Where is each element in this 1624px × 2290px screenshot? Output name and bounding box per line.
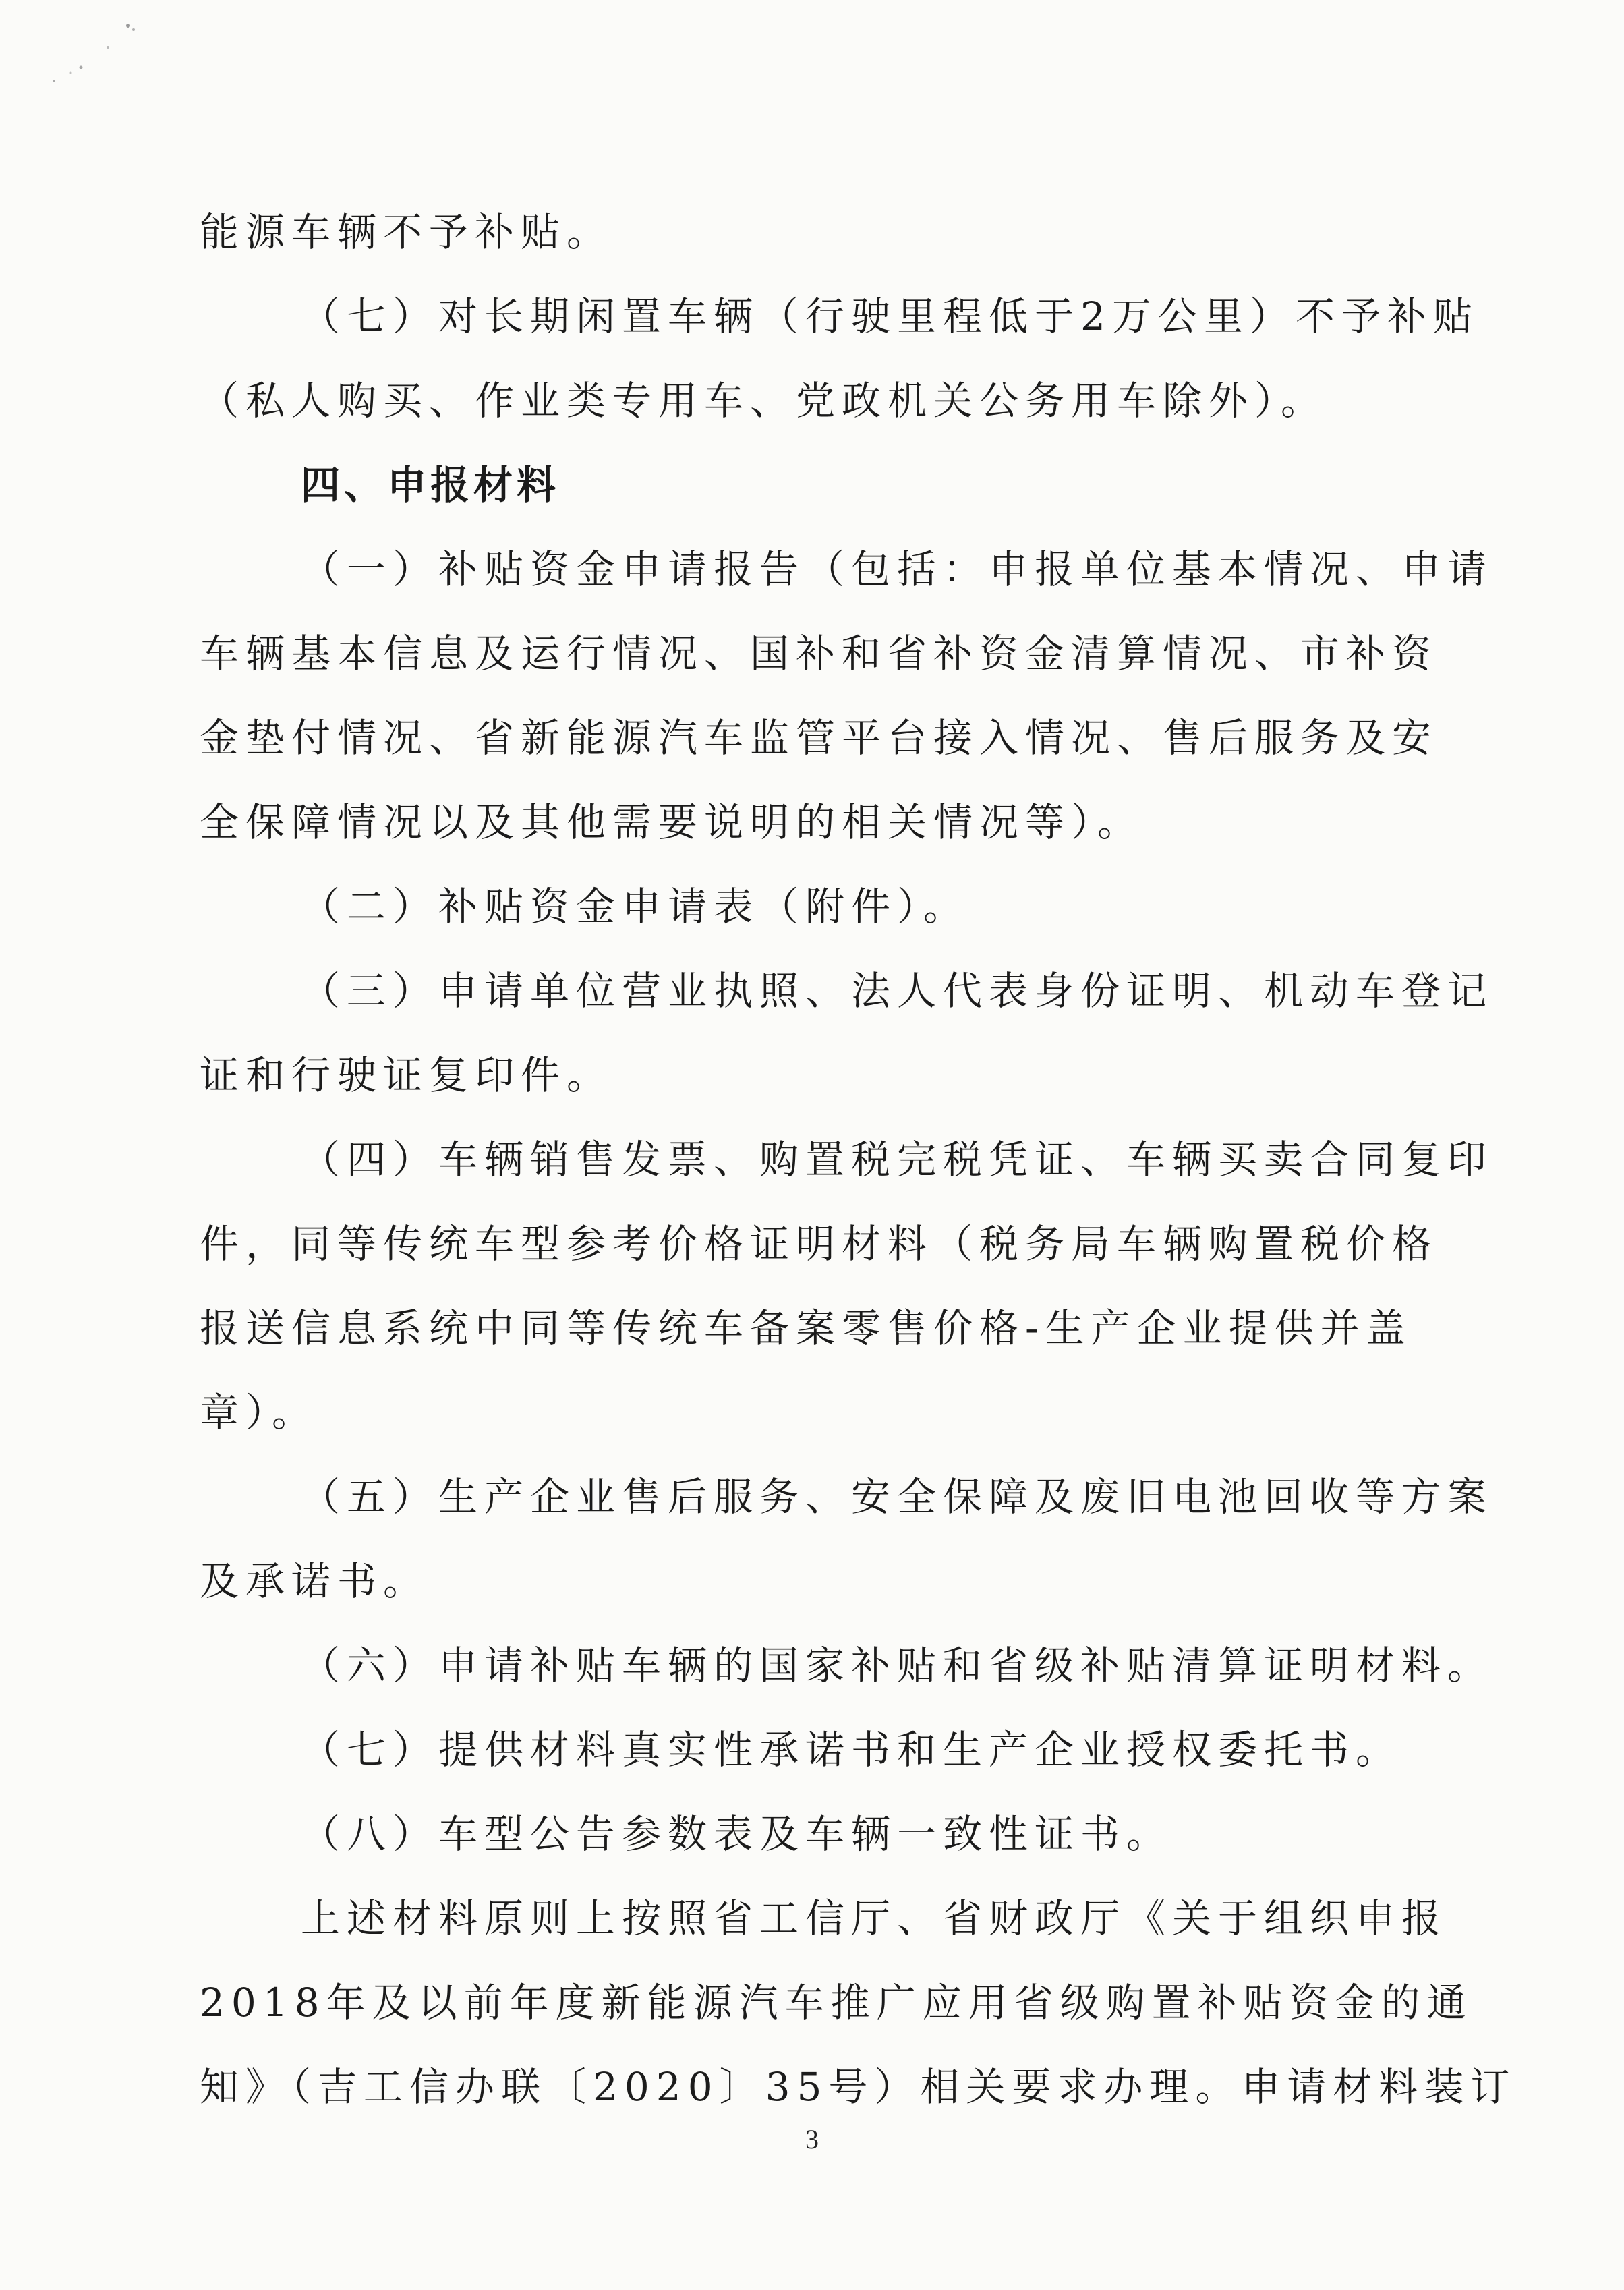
document-body [200,190,1517,2129]
paragraph-line: （七）对长期闲置车辆（行驶里程低于2万公里）不予补贴 [301,293,1479,339]
paragraph-line: 2018年及以前年度新能源汽车推广应用省级购置补贴资金的通 [200,1980,1473,2026]
paragraph-line: 全保障情况以及其他需要说明的相关情况等）。 [200,799,1144,845]
section-heading: 四、申报材料 [301,462,560,508]
paragraph-line: 车辆基本信息及运行情况、国补和省补资金清算情况、市补资 [200,631,1439,677]
paragraph-line: 及承诺书。 [200,1558,430,1604]
paragraph-line: （五）生产企业售后服务、安全保障及废旧电池回收等方案 [301,1474,1494,1520]
paragraph-line: 章）。 [200,1390,318,1435]
paragraph-line: 上述材料原则上按照省工信厅、省财政厅《关于组织申报 [301,1895,1448,1941]
paragraph-line: （二）补贴资金申请表（附件）。 [301,884,970,929]
paragraph-line: 知》（吉工信办联〔2020〕35号）相关要求办理。申请材料装订 [200,2064,1517,2110]
paragraph-line: （私人购买、作业类专用车、党政机关公务用车除外）。 [200,378,1327,424]
paragraph-line: 报送信息系统中同等传统车备案零售价格-生产企业提供并盖 [200,1305,1412,1351]
paragraph-line: （六）申请补贴车辆的国家补贴和省级补贴清算证明材料。 [301,1642,1494,1688]
paragraph-line: （八）车型公告参数表及车辆一致性证书。 [301,1811,1173,1857]
scan-specks-decoration [40,13,162,94]
paragraph-line: （七）提供材料真实性承诺书和生产企业授权委托书。 [301,1727,1402,1773]
page-number: 3 [805,2124,819,2154]
paragraph-line: 金垫付情况、省新能源汽车监管平台接入情况、售后服务及安 [200,715,1439,761]
paragraph-line: （一）补贴资金申请报告（包括：申报单位基本情况、申请 [301,546,1494,592]
paragraph-line: （四）车辆销售发票、购置税完税凭证、车辆买卖合同复印 [301,1137,1494,1182]
paragraph-line: （三）申请单位营业执照、法人代表身份证明、机动车登记 [301,968,1494,1014]
paragraph-line: 能源车辆不予补贴。 [200,209,613,255]
paragraph-line: 证和行驶证复印件。 [200,1052,613,1098]
paragraph-line: 件，同等传统车型参考价格证明材料（税务局车辆购置税价格 [200,1221,1439,1267]
